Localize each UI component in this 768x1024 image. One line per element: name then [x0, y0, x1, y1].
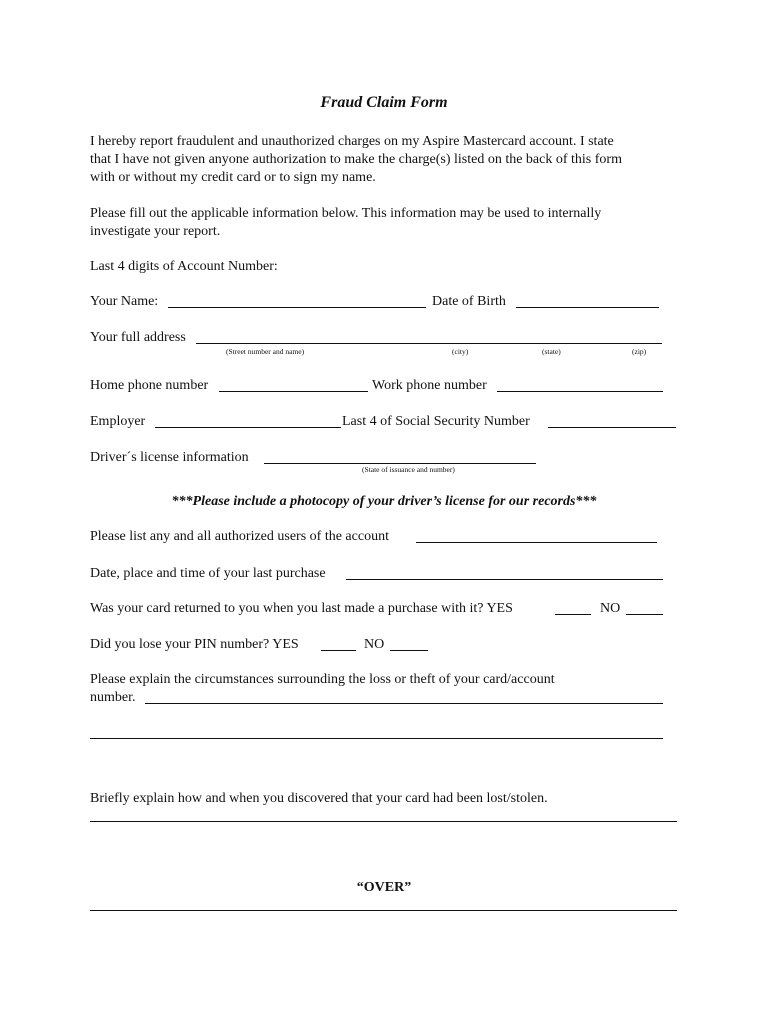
card-returned-no-field[interactable]: [626, 614, 663, 615]
work-phone-label: Work phone number: [372, 378, 487, 393]
dob-label: Date of Birth: [432, 294, 506, 309]
address-hint-street: (Street number and name): [226, 347, 305, 356]
address-field[interactable]: [196, 343, 662, 344]
instructions-line-2: investigate your report.: [90, 224, 221, 239]
pin-label: Did you lose your PIN number? YES: [90, 637, 299, 652]
photocopy-notice: ***Please include a photocopy of your driver’s license for our records***: [171, 494, 597, 509]
license-field[interactable]: [264, 463, 536, 464]
authorized-users-field[interactable]: [416, 542, 657, 543]
card-returned-no-label: NO: [600, 601, 621, 616]
card-returned-label: Was your card returned to you when you last made a purchase with it? YES: [90, 601, 513, 616]
ssn-label: Last 4 of Social Security Number: [342, 414, 530, 429]
address-hint-zip: (zip): [632, 347, 647, 356]
account-number-label: Last 4 digits of Account Number:: [90, 259, 278, 274]
work-phone-field[interactable]: [497, 391, 663, 392]
home-phone-label: Home phone number: [90, 378, 209, 393]
address-hint-state: (state): [542, 347, 561, 356]
license-label: Driver´s license information: [90, 450, 249, 465]
intro-line-2: that I have not given anyone authorization to make the charge(s) listed on the back of this form: [90, 152, 622, 167]
ssn-field[interactable]: [548, 427, 676, 428]
circumstances-label-line-1: Please explain the circumstances surrounding the loss or theft of your card/account: [90, 672, 555, 687]
last-purchase-field[interactable]: [346, 579, 663, 580]
license-hint: (State of issuance and number): [362, 465, 455, 474]
pin-no-field[interactable]: [390, 650, 428, 651]
address-label: Your full address: [90, 330, 186, 345]
home-phone-field[interactable]: [219, 391, 368, 392]
instructions-line-1: Please fill out the applicable information below. This information may be used to internally: [90, 206, 602, 221]
name-field[interactable]: [168, 307, 426, 308]
circumstances-field-2[interactable]: [90, 738, 663, 739]
intro-line-1: I hereby report fraudulent and unauthorized charges on my Aspire Mastercard account. I state: [90, 134, 614, 149]
employer-label: Employer: [90, 414, 146, 429]
last-purchase-label: Date, place and time of your last purchase: [90, 566, 326, 581]
dob-field[interactable]: [516, 307, 659, 308]
form-title: Fraud Claim Form: [320, 94, 448, 111]
intro-line-3: with or without my credit card or to sign my name.: [90, 170, 376, 185]
circumstances-field-1[interactable]: [145, 703, 663, 704]
name-label: Your Name:: [90, 294, 159, 309]
circumstances-label-line-2: number.: [90, 690, 136, 705]
address-hint-city: (city): [452, 347, 469, 356]
over-label: “OVER”: [356, 880, 412, 895]
pin-no-label: NO: [364, 637, 385, 652]
discovered-label: Briefly explain how and when you discovered that your card had been lost/stolen.: [90, 791, 548, 806]
employer-field[interactable]: [155, 427, 341, 428]
pin-yes-field[interactable]: [321, 650, 356, 651]
card-returned-yes-field[interactable]: [555, 614, 591, 615]
discovered-field[interactable]: [90, 821, 677, 822]
over-field[interactable]: [90, 910, 677, 911]
authorized-users-label: Please list any and all authorized users of the account: [90, 529, 389, 544]
